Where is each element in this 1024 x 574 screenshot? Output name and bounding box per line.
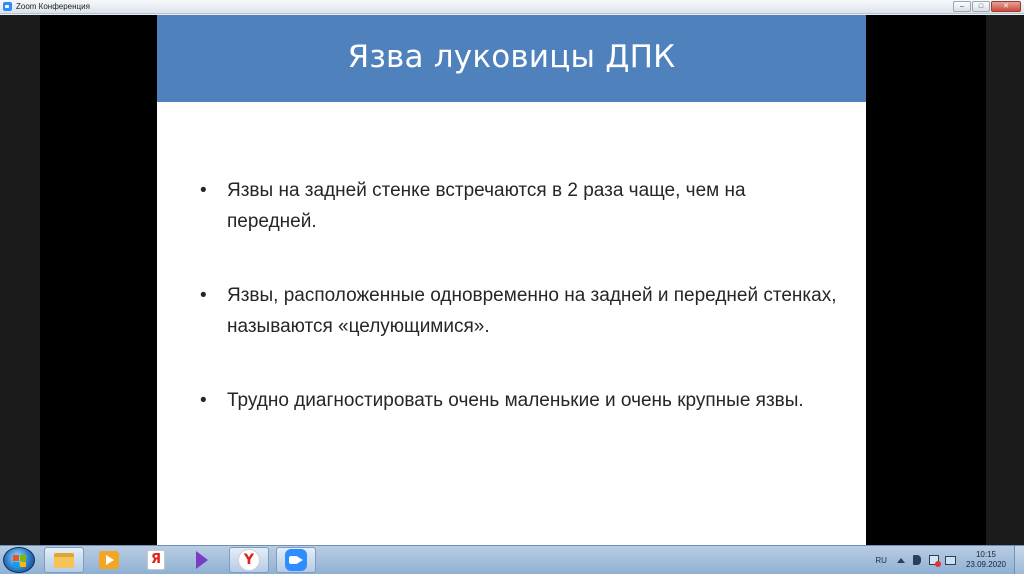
clock-date: 23.09.2020 <box>965 560 1006 569</box>
windows-logo-icon <box>13 555 26 567</box>
taskbar-media-player[interactable] <box>89 547 129 573</box>
window-title: Zoom Конференция <box>16 2 90 11</box>
zoom-icon <box>285 549 307 571</box>
start-button[interactable] <box>3 547 35 573</box>
speaker-icon[interactable] <box>913 555 921 565</box>
slide-bullet-1: • Язвы на задней стенке встречаются в 2 раза чаще, чем на передней. <box>197 175 837 237</box>
system-tray <box>875 546 1024 574</box>
show-hidden-icons-icon[interactable] <box>897 558 905 563</box>
maximize-button[interactable]: □ <box>972 1 990 12</box>
zoom-app-icon <box>3 2 12 11</box>
taskbar <box>0 545 1024 574</box>
taskbar-yandex-browser[interactable] <box>136 547 176 573</box>
action-center-icon[interactable] <box>929 555 939 565</box>
slide-header <box>157 15 866 102</box>
taskbar-file-explorer[interactable] <box>44 547 84 573</box>
yandex-icon: Y <box>238 549 260 571</box>
minimize-button[interactable]: – <box>953 1 971 12</box>
slide-bullet-3: • Трудно диагностировать очень маленькие и очень крупные язвы. <box>197 385 837 416</box>
show-desktop-button[interactable] <box>1014 546 1024 574</box>
taskbar-visual-studio[interactable] <box>182 547 222 573</box>
network-icon[interactable] <box>945 556 956 565</box>
media-player-icon <box>99 551 119 569</box>
visual-studio-icon <box>196 551 208 569</box>
language-indicator[interactable]: RU <box>875 555 887 565</box>
taskbar-yandex[interactable] <box>229 547 269 573</box>
shared-screen-area <box>0 15 1024 545</box>
slide-title: Язва луковицы ДПК <box>347 38 676 75</box>
window-controls <box>953 1 1021 12</box>
clock[interactable] <box>966 550 1006 570</box>
slide-bullet-list <box>197 175 837 459</box>
clock-time: 10:15 <box>975 550 996 559</box>
yandex-browser-icon: Я <box>147 550 165 570</box>
window-title-bar <box>0 0 1024 14</box>
presentation-slide <box>157 15 866 545</box>
folder-icon <box>54 553 74 568</box>
taskbar-zoom[interactable] <box>276 547 316 573</box>
slide-bullet-2: • Язвы, расположенные одновременно на задней и передней стенках, называются «целующимися». <box>197 280 837 342</box>
close-button[interactable]: ✕ <box>991 1 1021 12</box>
